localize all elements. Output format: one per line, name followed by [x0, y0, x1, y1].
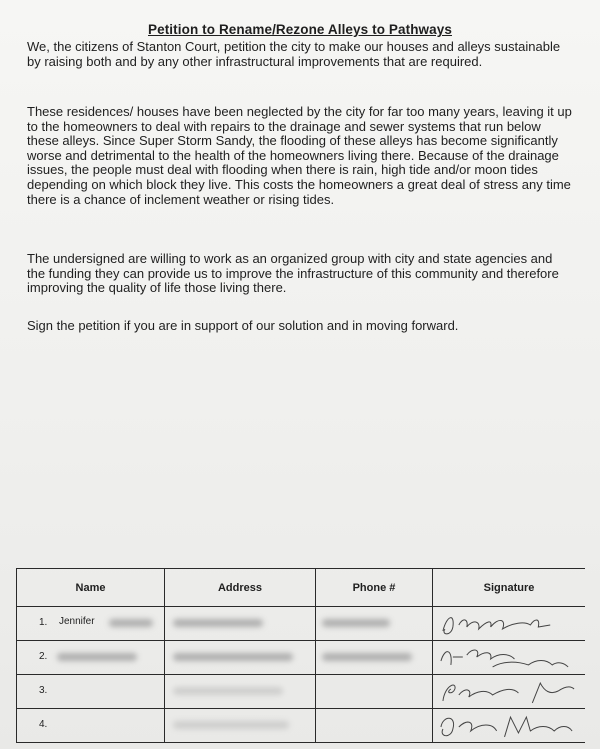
name-cell — [17, 641, 165, 675]
table-header-row — [17, 569, 586, 607]
handwritten-signature — [433, 709, 585, 742]
header-phone: Phone # — [316, 569, 433, 607]
paragraph-problem: These residences/ houses have been neglected by the city for far too many years, leaving it up to the homeowners to deal with repairs to the drainage and sewer systems that run below these alleys. Since Super Storm Sandy, the flooding of these alleys has become significantly worse and detrimental to the health of the homeowners living there. Because of the drainage issues, the people must deal with flooding when there is rain, high tide and/or moon tides depending on which block they live. This costs the homeowners a great deal of stress any time there is a chance of inclement weather or rising tides. — [27, 104, 572, 207]
header-name: Name — [17, 569, 165, 607]
redacted-phone — [322, 619, 390, 627]
table-row — [17, 607, 586, 641]
header-signature: Signature — [433, 569, 586, 607]
phone-cell — [316, 641, 433, 675]
name-cell — [17, 709, 165, 743]
signature-table-container — [16, 568, 585, 749]
redacted-address — [173, 721, 289, 729]
row-number: 2. — [39, 651, 48, 662]
phone-cell — [316, 607, 433, 641]
paragraph-call-to-sign: Sign the petition if you are in support of our solution and in moving forward. — [27, 318, 459, 333]
signature-cell — [433, 709, 586, 743]
petition-title: Petition to Rename/Rezone Alleys to Pathways — [148, 22, 452, 37]
table-row — [17, 641, 586, 675]
redacted-phone — [322, 653, 412, 661]
handwritten-signature — [433, 675, 585, 708]
redacted-name — [57, 653, 137, 661]
handwritten-signature — [433, 641, 585, 674]
redacted-address — [173, 619, 263, 627]
redacted-address — [173, 687, 283, 695]
table-row — [17, 675, 586, 709]
address-cell — [165, 641, 316, 675]
name-cell — [17, 675, 165, 709]
phone-cell — [316, 675, 433, 709]
row-number: 1. — [39, 617, 48, 628]
address-cell — [165, 709, 316, 743]
address-cell — [165, 675, 316, 709]
phone-cell — [316, 709, 433, 743]
address-cell — [165, 607, 316, 641]
row-number: 3. — [39, 685, 48, 696]
table-row — [17, 709, 586, 743]
signer-name: Jennifer — [59, 616, 95, 627]
handwritten-signature — [433, 607, 585, 640]
row-number: 4. — [39, 719, 48, 730]
redacted-surname — [109, 619, 153, 627]
redacted-address — [173, 653, 293, 661]
signature-table — [16, 568, 585, 743]
name-cell — [17, 607, 165, 641]
signature-cell — [433, 641, 586, 675]
signature-cell — [433, 607, 586, 641]
paragraph-commitment: The undersigned are willing to work as an organized group with city and state agencies and the funding they can provide us to improve the infrastructure of this community and therefore improving the quality of life those living there. — [27, 251, 559, 296]
header-address: Address — [165, 569, 316, 607]
paragraph-intro: We, the citizens of Stanton Court, petition the city to make our houses and alleys sustainable by raising both and by any other infrastructural improvements that are required. — [27, 39, 561, 69]
signature-cell — [433, 675, 586, 709]
